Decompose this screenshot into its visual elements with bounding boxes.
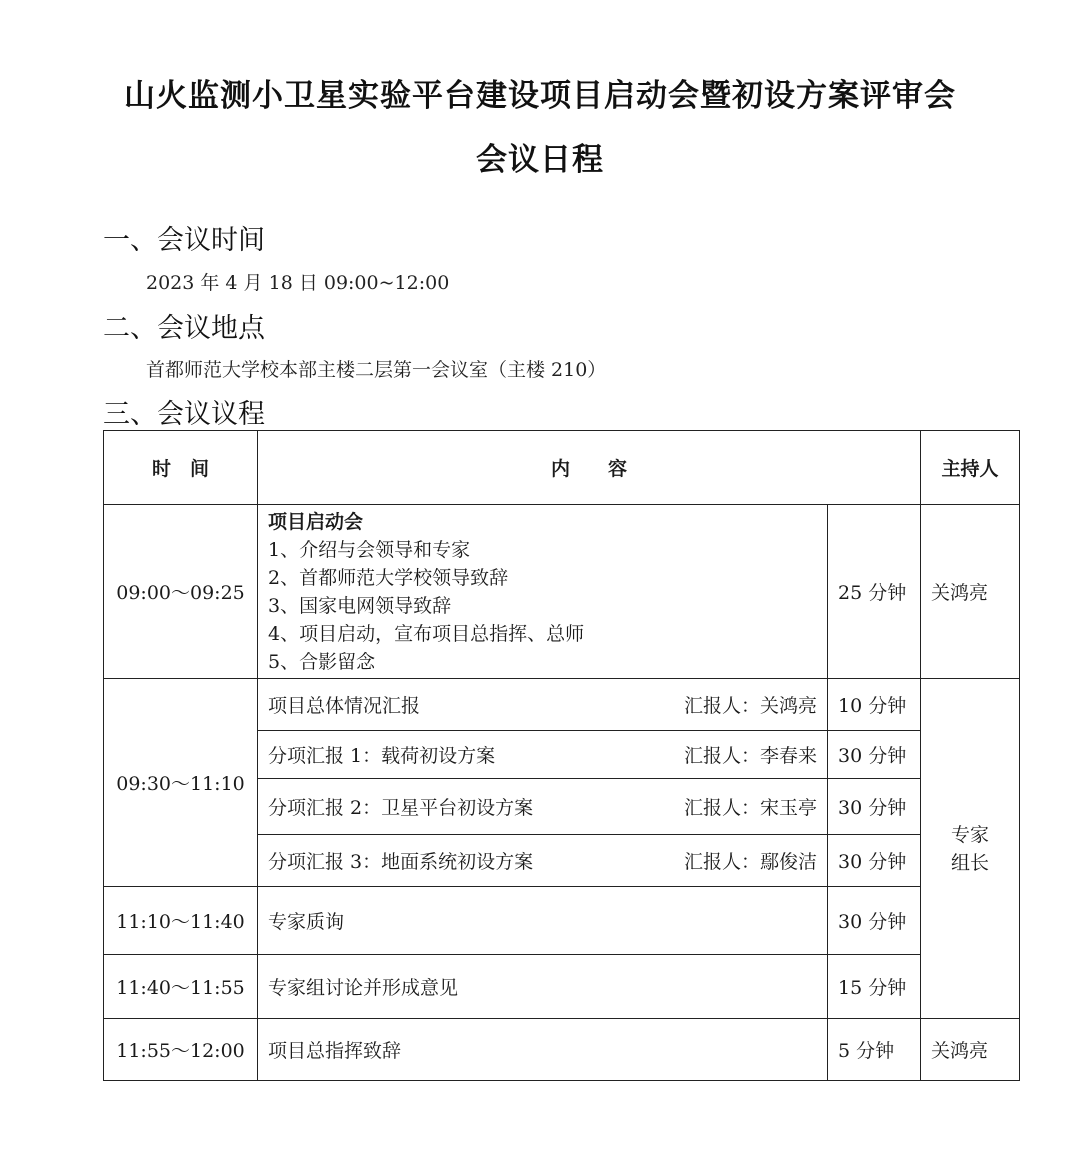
report-content [258, 731, 828, 779]
closing-duration: 5 分钟 [828, 1019, 921, 1081]
table-header-row [104, 431, 1020, 505]
report-presenter: 汇报人：关鸿亮 [683, 695, 817, 717]
kickoff-heading: 项目启动会 [268, 510, 364, 533]
kickoff-host: 关鸿亮 [921, 505, 1020, 679]
qa-time: 11:10～11:40 [104, 887, 258, 955]
table-row [104, 887, 1020, 955]
report-content [258, 835, 828, 887]
report-duration: 30 分钟 [828, 731, 921, 779]
table-row [104, 955, 1020, 1019]
discussion-content: 专家组讨论并形成意见 [258, 955, 828, 1019]
qa-content: 专家质询 [258, 887, 828, 955]
meeting-place-heading: 二、会议地点 [103, 313, 265, 344]
report-presenter: 汇报人：李春来 [683, 745, 817, 767]
meeting-time-heading: 一、会议时间 [103, 225, 265, 256]
kickoff-content [258, 505, 828, 679]
kickoff-time: 09:00～09:25 [104, 505, 258, 679]
table-row [104, 679, 1020, 731]
table-row [104, 505, 1020, 679]
expert-host [921, 679, 1020, 1019]
header-host: 主持人 [921, 431, 1020, 505]
report-duration: 10 分钟 [828, 679, 921, 731]
expert-host-line1: 专家 [951, 823, 990, 846]
report-content [258, 679, 828, 731]
kickoff-duration: 25 分钟 [828, 505, 921, 679]
reports-time: 09:30～11:10 [104, 679, 258, 887]
report-title: 项目总体情况汇报 [268, 695, 421, 717]
report-title: 分项汇报 2：卫星平台初设方案 [268, 797, 534, 819]
document-subtitle: 会议日程 [476, 142, 604, 178]
list-item: 2、首都师范大学校领导致辞 [268, 566, 509, 589]
report-title: 分项汇报 1：载荷初设方案 [268, 745, 496, 767]
report-duration: 30 分钟 [828, 835, 921, 887]
qa-duration: 30 分钟 [828, 887, 921, 955]
header-content: 内 容 [258, 431, 921, 505]
list-item: 1、介绍与会领导和专家 [268, 538, 471, 561]
agenda-heading: 三、会议议程 [103, 399, 265, 430]
closing-host: 关鸿亮 [921, 1019, 1020, 1081]
discussion-time: 11:40～11:55 [104, 955, 258, 1019]
meeting-time-value: 2023 年 4 月 18 日 09:00~12:00 [146, 272, 450, 294]
document-title: 山火监测小卫星实验平台建设项目启动会暨初设方案评审会 [124, 78, 956, 114]
report-presenter: 汇报人：宋玉亭 [683, 797, 817, 819]
expert-host-line2: 组长 [951, 851, 990, 874]
table-row [104, 1019, 1020, 1081]
list-item: 5、合影留念 [268, 650, 376, 673]
meeting-place-value: 首都师范大学校本部主楼二层第一会议室（主楼 210） [146, 359, 607, 381]
list-item: 4、项目启动，宣布项目总指挥、总师 [268, 622, 585, 645]
report-title: 分项汇报 3：地面系统初设方案 [268, 851, 534, 873]
report-content [258, 779, 828, 835]
closing-time: 11:55～12:00 [104, 1019, 258, 1081]
header-time: 时 间 [104, 431, 258, 505]
discussion-duration: 15 分钟 [828, 955, 921, 1019]
report-duration: 30 分钟 [828, 779, 921, 835]
list-item: 3、国家电网领导致辞 [268, 594, 452, 617]
report-presenter: 汇报人：鄢俊洁 [683, 851, 817, 873]
closing-content: 项目总指挥致辞 [258, 1019, 828, 1081]
agenda-table [103, 430, 1020, 1081]
